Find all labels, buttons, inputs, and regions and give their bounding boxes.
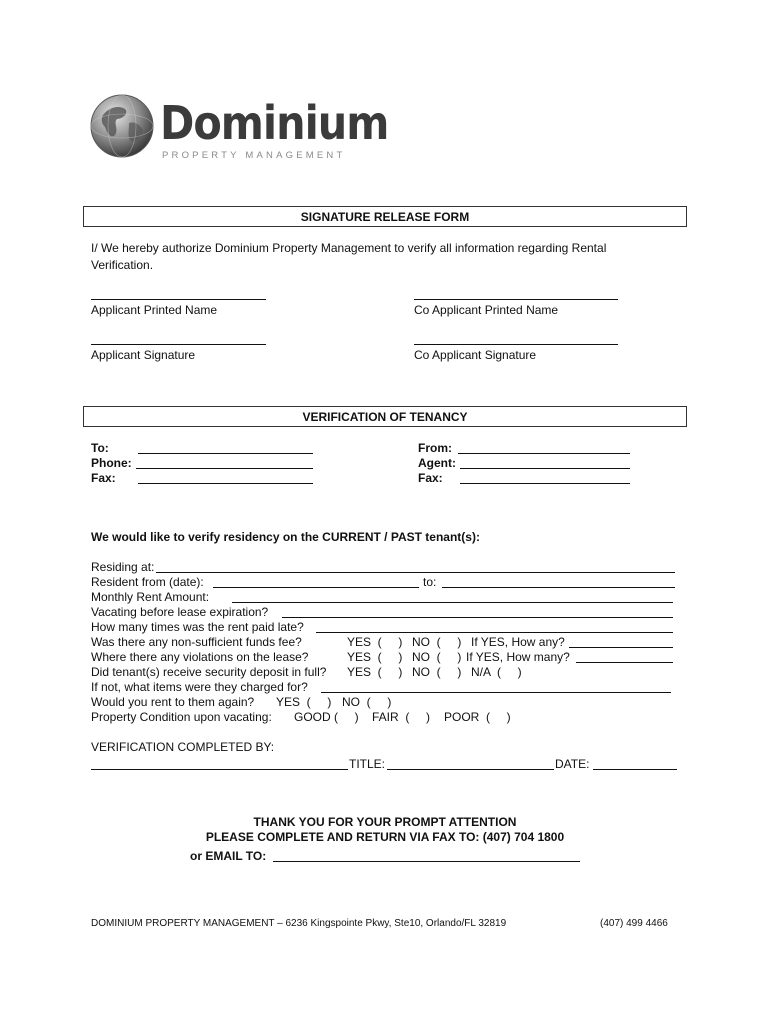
- condition-question: Property Condition upon vacating:: [91, 710, 272, 724]
- from-line[interactable]: [458, 453, 630, 454]
- to-line[interactable]: [138, 453, 313, 454]
- vacating-label: Vacating before lease expiration?: [91, 605, 269, 619]
- phone-line[interactable]: [136, 468, 313, 469]
- thank-you-text: THANK YOU FOR YOUR PROMPT ATTENTION: [253, 815, 517, 829]
- deposit-na-option[interactable]: N/A ( ): [471, 665, 522, 679]
- email-label: or EMAIL TO:: [190, 849, 267, 863]
- rent-label: Monthly Rent Amount:: [91, 590, 210, 604]
- resident-to-line[interactable]: [442, 587, 675, 588]
- deposit-no-option[interactable]: NO ( ): [412, 665, 462, 679]
- tenancy-header: [83, 406, 687, 427]
- residing-label: Residing at:: [91, 560, 155, 574]
- fax2-line[interactable]: [460, 483, 630, 484]
- violations-how-line[interactable]: [576, 662, 673, 663]
- title-label: TITLE:: [349, 757, 386, 771]
- globe-logo-icon: [89, 93, 155, 159]
- date-label: DATE:: [555, 757, 590, 771]
- nsf-question: Was there any non-sufficient funds fee?: [91, 635, 302, 649]
- footer-address: DOMINIUM PROPERTY MANAGEMENT – 6236 Kingspointe Pkwy, Ste10, Orlando/FL 32819: [91, 918, 507, 929]
- applicant-name-line[interactable]: [91, 299, 266, 300]
- applicant-signature-line[interactable]: [91, 344, 266, 345]
- authorization-text-line2: Verification.: [91, 258, 154, 272]
- tenancy-title: VERIFICATION OF TENANCY: [302, 410, 468, 424]
- agent-line[interactable]: [460, 468, 630, 469]
- completed-by-label: VERIFICATION COMPLETED BY:: [91, 740, 275, 754]
- nsf-no-option[interactable]: NO ( ): [412, 635, 462, 649]
- signature-release-title: SIGNATURE RELEASE FORM: [300, 210, 470, 224]
- co-applicant-signature-label: Co Applicant Signature: [414, 348, 537, 362]
- violations-how-label: If YES, How many?: [466, 650, 570, 664]
- rent-line[interactable]: [232, 602, 673, 603]
- completed-by-line[interactable]: [91, 769, 348, 770]
- fax-label: Fax:: [91, 471, 116, 485]
- late-line[interactable]: [316, 632, 673, 633]
- violations-yes-option[interactable]: YES ( ): [347, 650, 403, 664]
- resident-from-label: Resident from (date):: [91, 575, 204, 589]
- residing-line[interactable]: [156, 572, 675, 573]
- nsf-how-label: If YES, How any?: [471, 635, 565, 649]
- nsf-yes-option[interactable]: YES ( ): [347, 635, 403, 649]
- footer-phone: (407) 499 4466: [600, 918, 668, 929]
- to-label: To:: [91, 441, 109, 455]
- applicant-name-label: Applicant Printed Name: [91, 303, 218, 317]
- signature-release-header: [83, 206, 687, 227]
- verify-heading: We would like to verify residency on the CURRENT / PAST tenant(s):: [91, 530, 480, 544]
- violations-question: Where there any violations on the lease?: [91, 650, 309, 664]
- title-line[interactable]: [387, 769, 554, 770]
- resident-to-label: to:: [423, 575, 437, 589]
- resident-from-line[interactable]: [213, 587, 419, 588]
- late-label: How many times was the rent paid late?: [91, 620, 304, 634]
- violations-no-option[interactable]: NO ( ): [412, 650, 462, 664]
- charged-line[interactable]: [321, 692, 671, 693]
- charged-label: If not, what items were they charged for?: [91, 680, 308, 694]
- co-applicant-name-line[interactable]: [414, 299, 618, 300]
- vacating-line[interactable]: [282, 617, 673, 618]
- fax-line[interactable]: [138, 483, 313, 484]
- condition-good-option[interactable]: GOOD ( ): [294, 710, 359, 724]
- rent-again-no-option[interactable]: NO ( ): [342, 695, 392, 709]
- date-line[interactable]: [593, 769, 677, 770]
- rent-again-question: Would you rent to them again?: [91, 695, 255, 709]
- logo-tagline: PROPERTY MANAGEMENT: [162, 150, 346, 161]
- co-applicant-name-label: Co Applicant Printed Name: [414, 303, 559, 317]
- condition-fair-option[interactable]: FAIR ( ): [372, 710, 431, 724]
- co-applicant-signature-line[interactable]: [414, 344, 618, 345]
- nsf-how-line[interactable]: [569, 647, 673, 648]
- condition-poor-option[interactable]: POOR ( ): [444, 710, 511, 724]
- return-fax-text: PLEASE COMPLETE AND RETURN VIA FAX TO: (407) 704 1800: [205, 830, 565, 844]
- fax2-label: Fax:: [418, 471, 443, 485]
- deposit-question: Did tenant(s) receive security deposit in full?: [91, 665, 327, 679]
- applicant-signature-label: Applicant Signature: [91, 348, 196, 362]
- authorization-text-line1: I/ We hereby authorize Dominium Property Management to verify all information regarding Rental: [91, 241, 607, 255]
- deposit-yes-option[interactable]: YES ( ): [347, 665, 403, 679]
- email-line[interactable]: [273, 861, 580, 862]
- rent-again-yes-option[interactable]: YES ( ): [276, 695, 332, 709]
- from-label: From:: [418, 441, 452, 455]
- phone-label: Phone:: [91, 456, 132, 470]
- agent-label: Agent:: [418, 456, 456, 470]
- logo-wordmark: Dominium: [160, 96, 389, 150]
